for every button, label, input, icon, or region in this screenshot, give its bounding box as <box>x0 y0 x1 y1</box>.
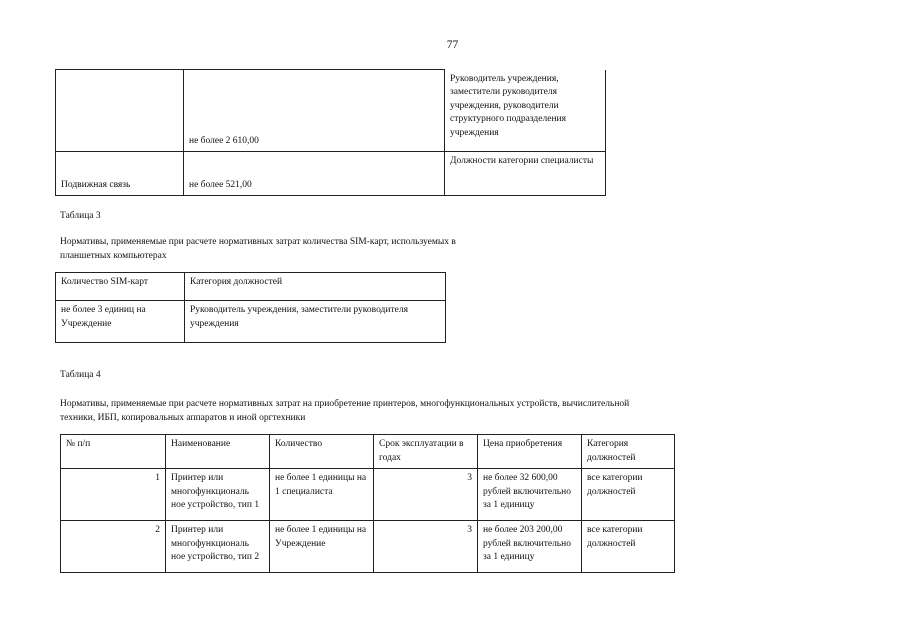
table-cell: 3 <box>374 521 478 573</box>
table3-title: Нормативы, применяемые при расчете нормативных затрат количества SIM-карт, используемых в планшетных компьютерах <box>60 237 456 261</box>
column-header: Количество <box>270 435 374 469</box>
table4-caption: Таблица 4 <box>60 370 101 380</box>
table-cell: Должности категории специалисты <box>445 152 606 196</box>
table-cell: не более 521,00 <box>184 152 445 196</box>
column-header: № п/п <box>61 435 166 469</box>
column-header: Категория должностей <box>185 273 446 301</box>
table-cell: все категории должностей <box>582 469 675 521</box>
table-cell: не более 1 единицы на Учреждение <box>270 521 374 573</box>
table-cell: не более 2 610,00 <box>184 70 445 152</box>
table-cell: не более 1 единицы на 1 специалиста <box>270 469 374 521</box>
column-header: Срок эксплуатации в годах <box>374 435 478 469</box>
column-header: Цена приобретения <box>478 435 582 469</box>
table-cell: Принтер или многофункциональ ное устройство, тип 2 <box>166 521 270 573</box>
table-row <box>61 521 675 573</box>
table-row <box>56 152 606 196</box>
table-top <box>55 69 606 196</box>
table4 <box>60 434 675 573</box>
column-header: Категория должностей <box>582 435 675 469</box>
table-header-row <box>61 435 675 469</box>
column-header: Количество SIM-карт <box>56 273 185 301</box>
table-row <box>61 469 675 521</box>
table-cell: 3 <box>374 469 478 521</box>
table-cell: Руководитель учреждения, заместители руководителя учреждения, руководители структурного подразделения учреждения <box>445 70 606 152</box>
column-header: Наименование <box>166 435 270 469</box>
table-cell: не более 203 200,00 рублей включительно за 1 единицу <box>478 521 582 573</box>
table-cell: 2 <box>61 521 166 573</box>
table-cell: не более 3 единиц на Учреждение <box>56 301 185 343</box>
table-row <box>56 70 606 152</box>
table4-title: Нормативы, применяемые при расчете нормативных затрат на приобретение принтеров, многофункциональных устройств, вычислительной техники, ИБП, копировальных аппаратов и иной оргтехники <box>60 399 630 423</box>
table-cell <box>56 70 184 152</box>
table3-caption: Таблица 3 <box>60 211 101 221</box>
table-row <box>56 301 446 343</box>
table-cell: Руководитель учреждения, заместители руководителя учреждения <box>185 301 446 343</box>
table3 <box>55 272 446 343</box>
table-header-row <box>56 273 446 301</box>
table-cell: Принтер или многофункциональ ное устройство, тип 1 <box>166 469 270 521</box>
table-cell: Подвижная связь <box>56 152 184 196</box>
table-cell: все категории должностей <box>582 521 675 573</box>
table-cell: не более 32 600,00 рублей включительно за 1 единицу <box>478 469 582 521</box>
table-cell: 1 <box>61 469 166 521</box>
page-number: 77 <box>446 39 459 51</box>
